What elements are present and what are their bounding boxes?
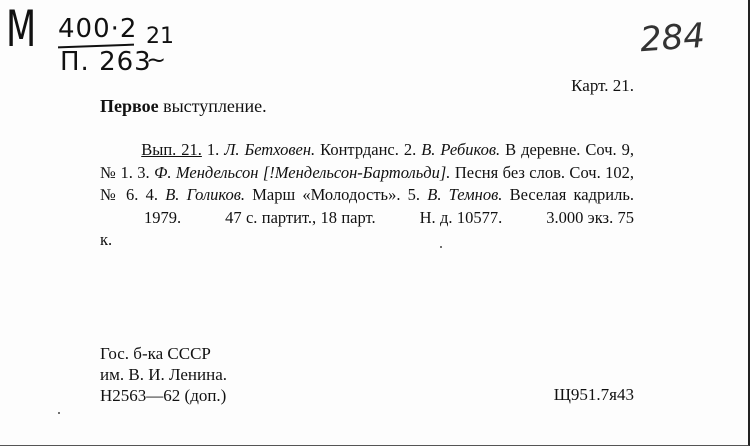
entry-title <box>100 96 267 117</box>
handwritten-corner-number: 284 <box>638 15 707 61</box>
library-line-3: Н2563—62 (доп.) <box>100 386 227 405</box>
library-stamp <box>100 343 227 406</box>
entry-title-rest: выступление. <box>163 96 267 116</box>
scan-speck <box>58 412 60 414</box>
publication-year: 1979. <box>144 207 182 227</box>
shelf-mark-code: П. 263 <box>60 47 152 77</box>
composer-2: В. Ребиков. <box>421 140 501 159</box>
entry-text-5: Марш «Молодость». 5. <box>245 185 428 204</box>
library-line-1: Гос. б-ка СССР <box>100 344 211 363</box>
card-number: Карт. 21. <box>571 76 634 95</box>
library-line-2: им. В. И. Ленина. <box>100 365 228 384</box>
composer-4: В. Голиков. <box>165 185 246 204</box>
entry-title-bold: Первое <box>100 96 159 116</box>
entry-text-2: Контрданс. 2. <box>315 140 422 159</box>
entry-text-4: Песня без слов. Соч. 102, № 6. 4. <box>100 162 634 204</box>
entry-text-3: В деревне. Соч. 9, № 1. 3. <box>100 140 634 182</box>
composer-1: Л. Бетховен. <box>224 140 316 159</box>
plate-number: Н. д. 10577. <box>419 207 503 227</box>
entry-text-1: 1. <box>201 140 225 159</box>
page-count: 47 с. <box>225 207 258 227</box>
entry-description <box>100 139 634 252</box>
entry-text-7: партит., 18 парт. <box>261 207 376 227</box>
catalog-code: Щ951.7я43 <box>553 385 634 404</box>
shelf-mark-side-number: 21 <box>146 24 174 49</box>
shelf-mark-tilde: ~ <box>146 46 167 74</box>
entry-text-6: Веселая кадриль. <box>502 185 634 204</box>
print-run-price: 3.000 экз. 75 к. <box>100 207 635 249</box>
shelf-mark-number: 400·2 <box>58 14 138 44</box>
shelf-mark-letter: М <box>6 0 37 58</box>
composer-5: В. Темнов. <box>427 185 503 204</box>
scan-speck <box>440 246 442 248</box>
composer-3: Ф. Мендельсон [!Мендельсон-Бартольди]. <box>154 162 451 182</box>
issue-number: Вып. 21. <box>141 140 202 159</box>
